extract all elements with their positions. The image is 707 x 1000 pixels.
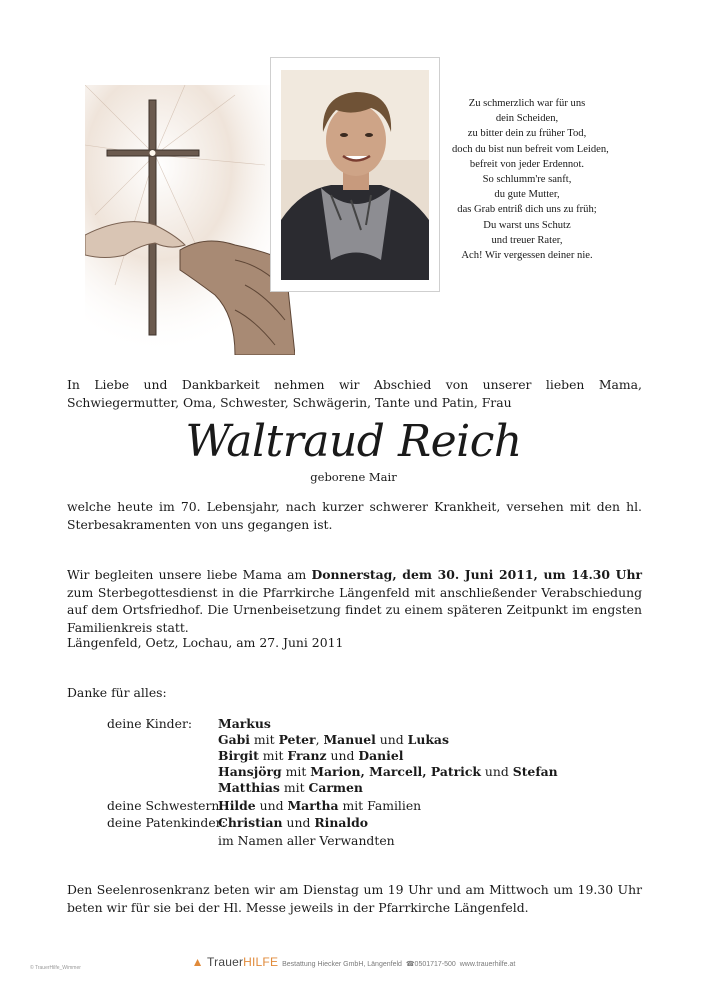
- phone-text: 0501717-500: [414, 961, 456, 968]
- family-line: [218, 716, 271, 731]
- child-name: Birgit: [218, 748, 259, 763]
- relative-name: Lukas: [407, 732, 449, 747]
- brand-part: Trauer: [207, 955, 244, 969]
- service-text: [67, 566, 642, 636]
- connector: mit: [258, 748, 288, 763]
- company-text: Bestattung Hiecker GmbH, Längenfeld: [282, 961, 402, 968]
- connector: mit: [279, 780, 309, 795]
- sisters-label: deine Schwestern:: [107, 798, 224, 813]
- relative-name: Peter: [278, 732, 316, 747]
- intro-text: In Liebe und Dankbarkeit nehmen wir Abschied von unserer lieben Mama, Schwiegermutter, Oma, Schwester, Schwägerin, Tante und Patin, Frau: [67, 377, 642, 410]
- poem-line: doch du bist nun befreit vom Leiden,: [452, 143, 609, 155]
- deceased-name: Waltraud Reich: [185, 416, 522, 467]
- relative-name: Manuel: [323, 732, 376, 747]
- relative-name: Marion, Marcell, Patrick: [310, 764, 481, 779]
- maiden-name: geborene Mair: [310, 470, 397, 484]
- connector: und: [375, 732, 408, 747]
- poem-line: Zu schmerzlich war für uns: [468, 98, 586, 109]
- godchildren-label: deine Patenkinder:: [107, 815, 226, 830]
- child-name: Gabi: [218, 732, 250, 747]
- godchild-name: Rinaldo: [314, 815, 369, 830]
- relative-name: Carmen: [308, 780, 363, 795]
- photo-frame: [270, 57, 440, 292]
- poem-line: dein Scheiden,: [495, 113, 559, 125]
- connector: und: [282, 815, 315, 830]
- passing-text: welche heute im 70. Lebensjahr, nach kurzer schwerer Krankheit, versehen mit den hl. Sterbesakramenten von uns gegangen ist.: [67, 499, 642, 532]
- poem: [452, 96, 609, 263]
- poem-line: zu bitter dein zu früher Tod,: [467, 128, 587, 140]
- poem-line: du gute Mutter,: [494, 189, 560, 201]
- service-date: Donnerstag, dem 30. Juni 2011, um 14.30 Uhr: [311, 567, 642, 582]
- poem-line: und treuer Rater,: [491, 234, 563, 246]
- relative-name: Daniel: [358, 748, 404, 763]
- relatives-line: im Namen aller Verwandten: [218, 833, 395, 848]
- portrait-photo: [281, 70, 429, 280]
- family-line: [218, 732, 449, 747]
- poem-line: Ach! Wir vergessen deiner nie.: [461, 250, 593, 262]
- connector: und: [480, 764, 513, 779]
- family-line: [218, 780, 363, 795]
- place-date: Längenfeld, Oetz, Lochau, am 27. Juni 2011: [67, 635, 344, 650]
- relative-name: Stefan: [512, 764, 558, 779]
- cross-hands-artwork: [85, 85, 295, 355]
- connector: und: [326, 748, 359, 763]
- family-line: [218, 815, 368, 830]
- poem-line: Du warst uns Schutz: [483, 219, 571, 231]
- sister-name: Hilde: [218, 798, 256, 813]
- copyright-note: © TrauerHilfe_Wimmer: [30, 965, 81, 971]
- child-name: Matthias: [218, 780, 280, 795]
- brand-logo: [192, 955, 279, 969]
- child-name: Hansjörg: [218, 764, 282, 779]
- family-line: [218, 798, 421, 813]
- family-line: [218, 764, 558, 779]
- phone-icon: ☎: [405, 961, 415, 968]
- connector: mit: [249, 732, 279, 747]
- relative-name: Franz: [287, 748, 327, 763]
- children-label: deine Kinder:: [107, 716, 193, 731]
- connector: und: [255, 798, 288, 813]
- child-name: Markus: [218, 716, 271, 731]
- service-before: Wir begleiten unsere liebe Mama am: [67, 567, 312, 582]
- poem-line: So schlumm're sanft,: [482, 174, 572, 186]
- footer: [0, 955, 707, 969]
- family-line: [218, 748, 403, 763]
- connector: mit: [281, 764, 311, 779]
- service-after: zum Sterbegottesdienst in die Pfarrkirche Längenfeld mit anschließender Verabschiedung auf dem Ortsfriedhof. Die Urnenbeisetzung findet zu einem späteren Zeitpunkt im engsten Familienkreis statt.: [67, 584, 642, 635]
- godchild-name: Christian: [218, 815, 283, 830]
- connector: mit Familien: [338, 798, 422, 813]
- rosary-text: Den Seelenrosenkranz beten wir am Dienstag um 19 Uhr und am Mittwoch um 19.30 Uhr beten wir für sie bei der Hl. Messe jeweils in der Pfarrkirche Längenfeld.: [67, 882, 642, 915]
- thanks-text: Danke für alles:: [67, 685, 167, 700]
- sister-name: Martha: [287, 798, 339, 813]
- poem-line: das Grab entriß dich uns zu früh;: [457, 204, 597, 216]
- brand-part: HILFE: [243, 955, 279, 969]
- brand-flame-icon: ▲: [191, 955, 204, 969]
- connector: ,: [315, 732, 324, 747]
- poem-line: befreit von jeder Erdennot.: [469, 158, 585, 170]
- web-text: www.trauerhilfe.at: [459, 961, 516, 968]
